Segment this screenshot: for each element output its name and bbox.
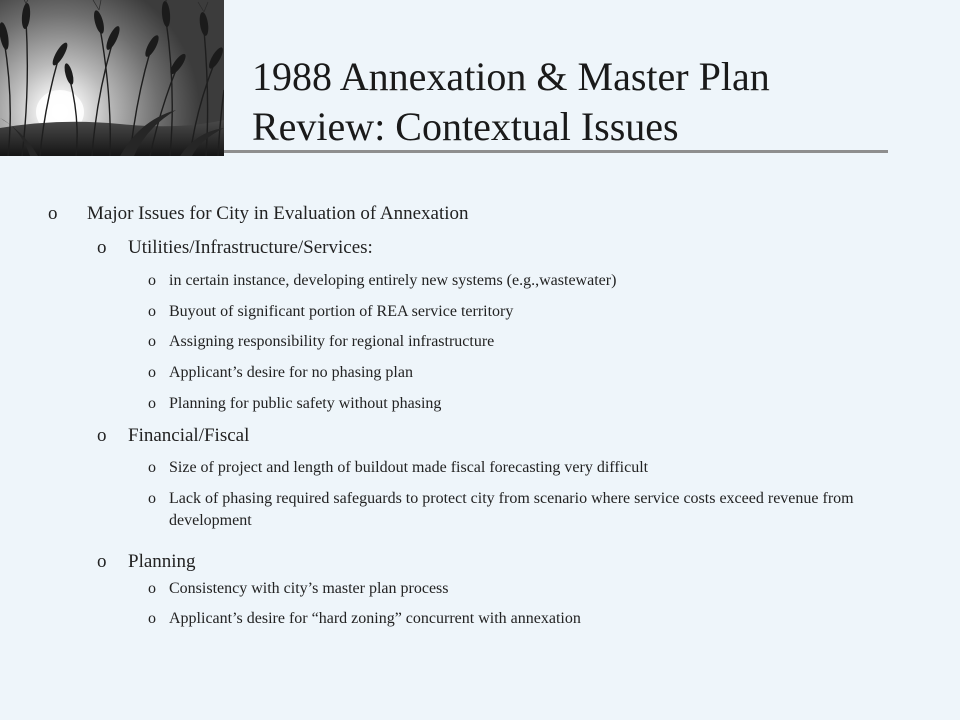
bullet-marker: o [148, 580, 156, 597]
list-item-text: Size of project and length of buildout made fiscal forecasting very difficult [169, 459, 649, 476]
bullet-marker: o [148, 303, 156, 320]
bullet-marker: o [48, 203, 58, 224]
list-item-text: Planning [128, 551, 196, 572]
list-item-text: Planning for public safety without phasing [169, 395, 442, 412]
title-line-1: 1988 Annexation & Master Plan [252, 54, 770, 99]
bullet-marker: o [148, 395, 156, 412]
list-item-text: Applicant’s desire for “hard zoning” concurrent with annexation [169, 610, 581, 627]
bullet-marker: o [97, 237, 107, 258]
list-item-text: Utilities/Infrastructure/Services: [128, 237, 373, 258]
bullet-marker: o [148, 333, 156, 350]
bullet-marker: o [148, 490, 156, 507]
bullet-marker: o [97, 551, 107, 572]
bullet-marker: o [148, 364, 156, 381]
bullet-marker: o [148, 610, 156, 627]
list-item-text: Financial/Fiscal [128, 425, 250, 446]
bullet-marker: o [148, 272, 156, 289]
bullet-marker: o [148, 459, 156, 476]
list-item-text: Buyout of significant portion of REA service territory [169, 303, 514, 320]
list-item-text: Lack of phasing required safeguards to protect city from scenario where service costs exceed revenue from development [169, 490, 854, 529]
list-item-text: Assigning responsibility for regional infrastructure [169, 333, 495, 350]
list-item-text: Major Issues for City in Evaluation of Annexation [87, 203, 469, 224]
list-item-text: in certain instance, developing entirely new systems (e.g.,wastewater) [169, 272, 617, 289]
list-item-text: Consistency with city’s master plan process [169, 580, 449, 597]
title-line-2: Review: Contextual Issues [252, 104, 679, 149]
list-item-text: Applicant’s desire for no phasing plan [169, 364, 413, 381]
bullet-marker: o [97, 425, 107, 446]
